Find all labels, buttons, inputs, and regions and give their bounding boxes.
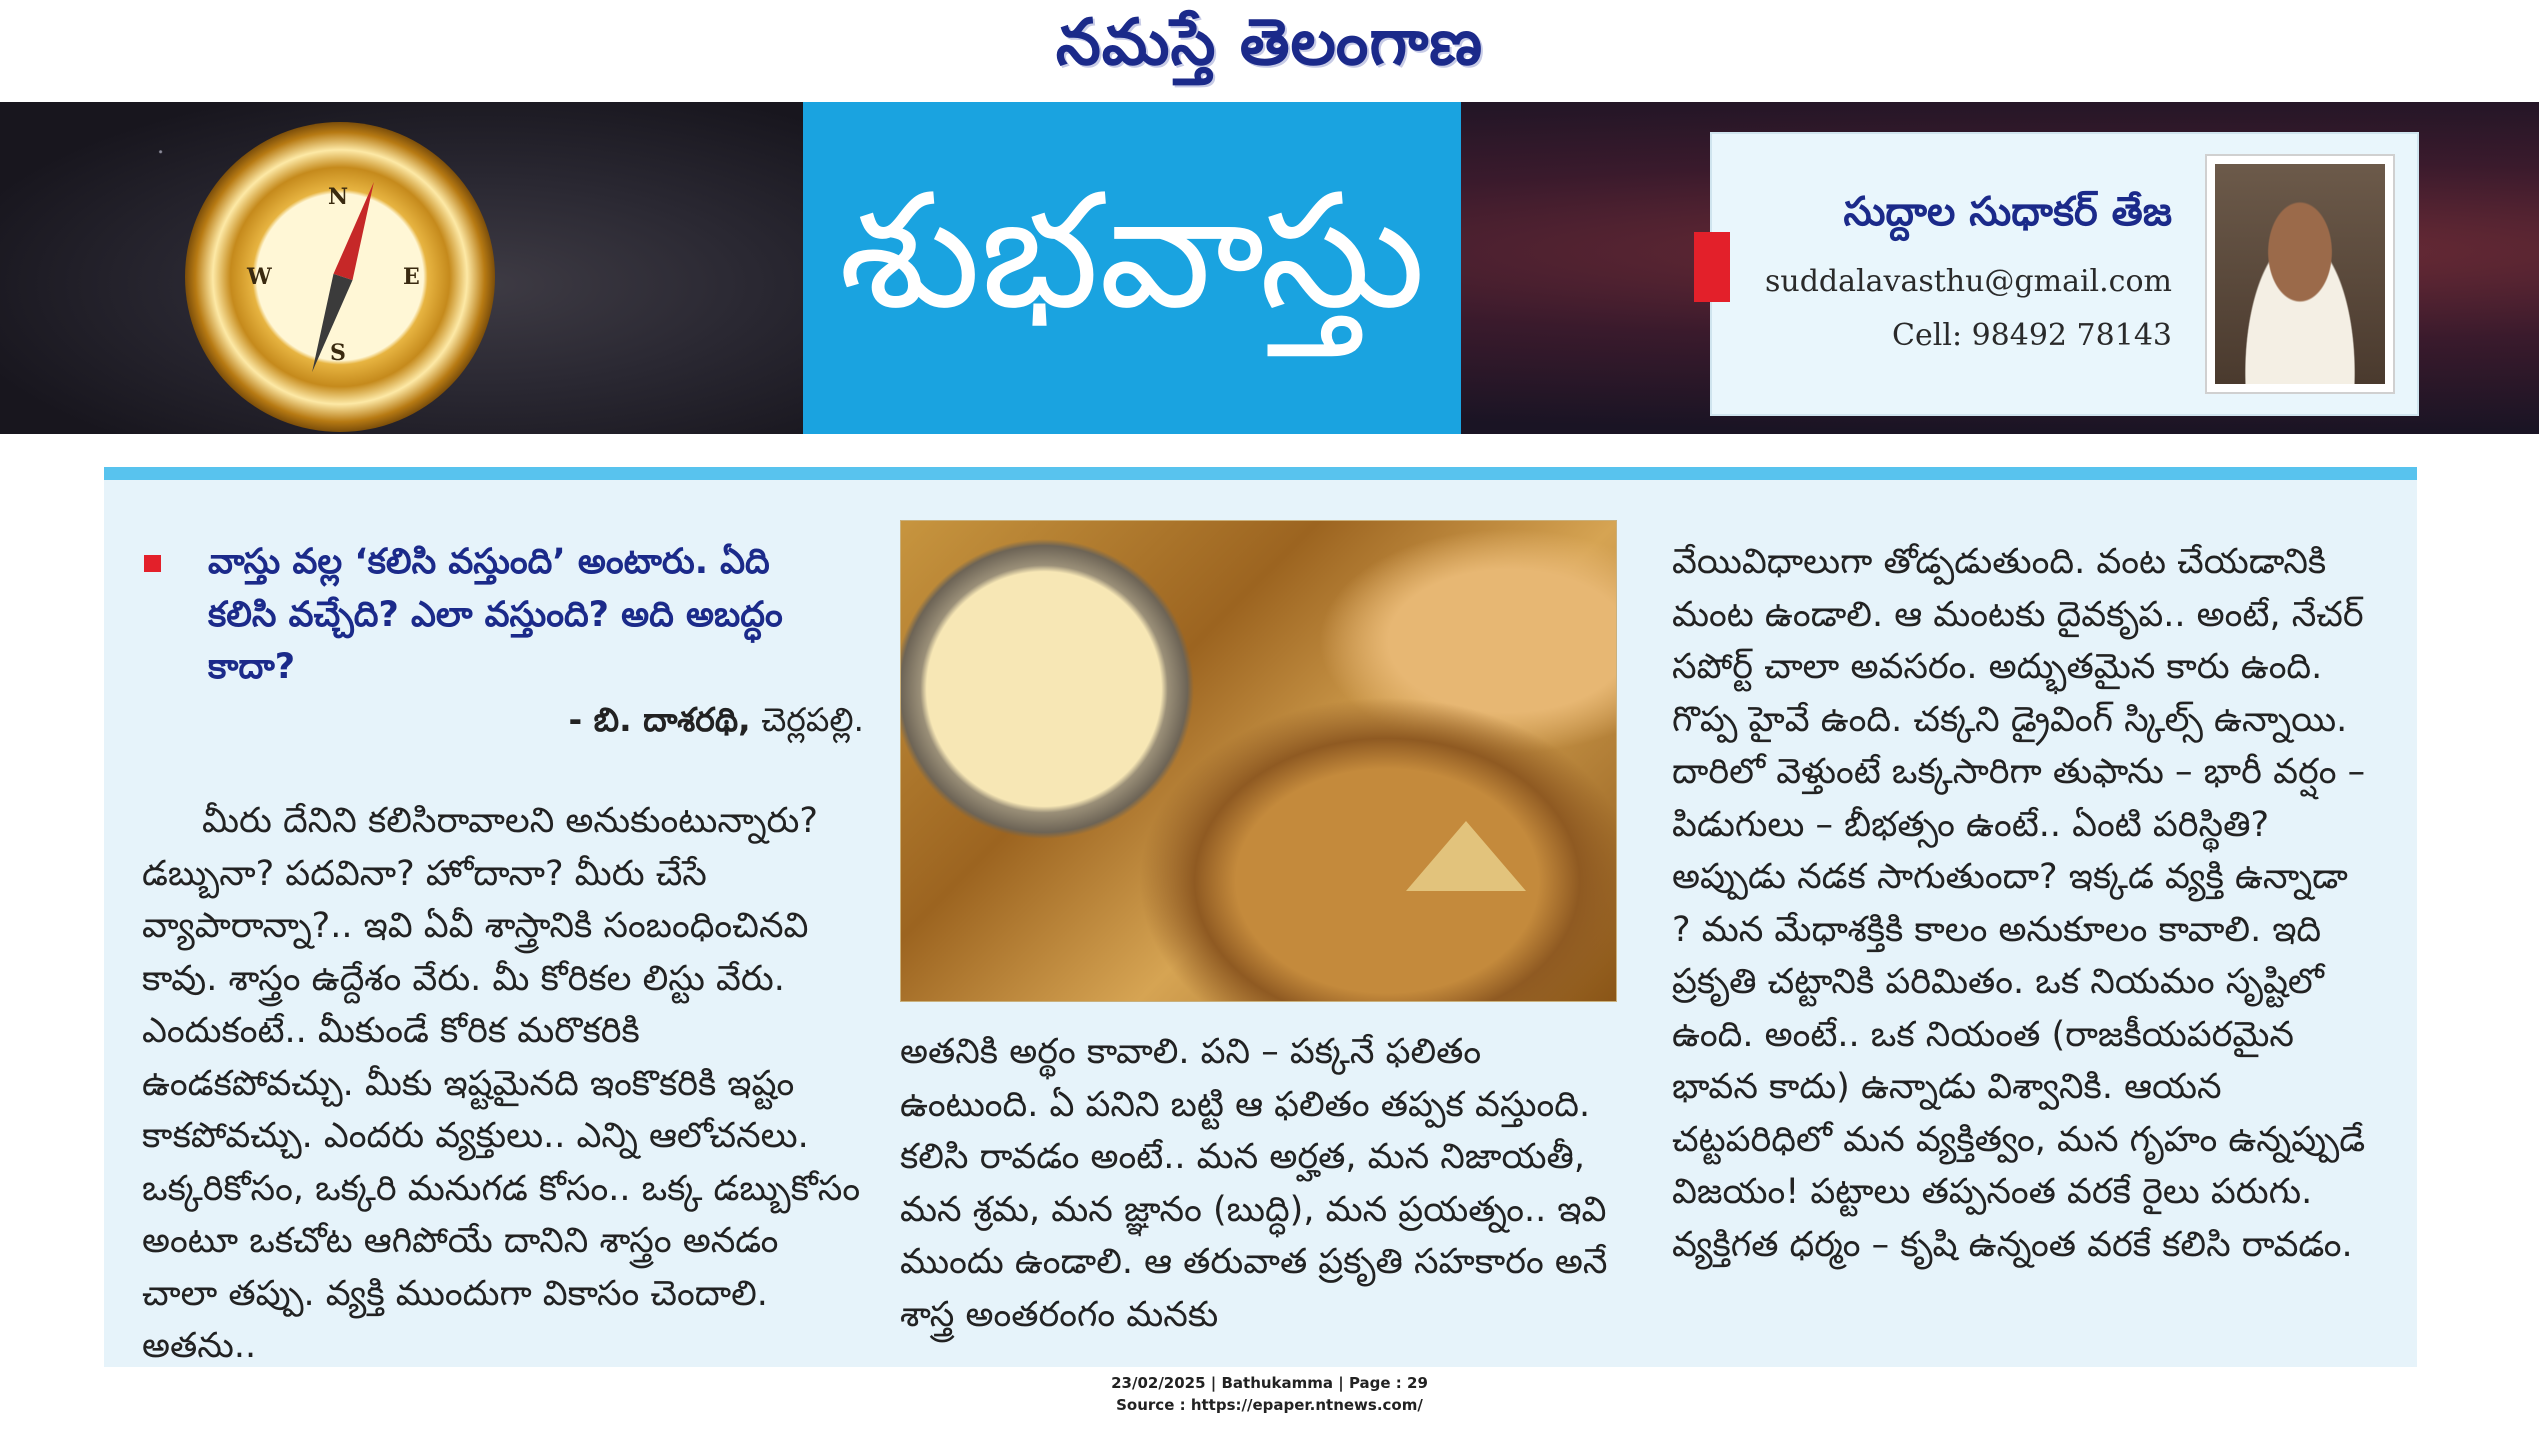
answer-column-2: అతనికి అర్థం కావాలి. పని – పక్కనే ఫలితం ఉంటుంది. ఏ పనిని బట్టి ఆ ఫలితం తప్పక వస్తుంది. కలిసి రావడం అంటే.. మన అర్హత, మన నిజాయతీ, మన శ్రమ, మన జ్ఞానం (బుద్ధి), మన ప్రయత్నం.. ఇవి ముందు ఉండాలి. ఆ తరువాత ప్రకృతి సహకారం అనే శాస్త్ర అంతరంగం మనకు	[900, 1032, 1608, 1335]
reader-question: వాస్తు వల్ల ‘కలిసి వస్తుంది’ అంటారు. ఏది కలిసి వచ్చేది? ఎలా వస్తుంది? అది అబద్ధం కాదా?	[208, 542, 783, 687]
compass-label-e: E	[403, 264, 420, 290]
vastu-yantra-pyramid	[1406, 821, 1526, 891]
author-name: సుద్దాల సుధాకర్ తేజ	[1843, 189, 2172, 235]
article-illustration	[900, 520, 1617, 1002]
author-photo	[2205, 154, 2395, 394]
byline-name: - బి. దాశరథి,	[568, 700, 751, 739]
column-title: శుభవాస్తు	[838, 160, 1426, 344]
newspaper-logo: నమస్తే తెలంగాణ	[1055, 6, 1484, 80]
column-banner	[0, 102, 2539, 434]
answer-column-1: మీరు దేనిని కలిసిరావాలని అనుకుంటున్నారు? డబ్బునా? పదవినా? హోదానా? మీరు చేసే వ్యాపారాన్నా?.. ఇవి ఏవీ శాస్త్రానికి సంబంధించినవి కావు. శాస్త్రం ఉద్దేశం వేరు. మీ కోరికల లిస్టు వేరు. ఎందుకంటే.. మీకుండే కోరిక మరొకరికి ఉండకపోవచ్చు. మీకు ఇష్టమైనది ఇంకొకరికి ఇష్టం కాకపోవచ్చు. ఎందరు వ్యక్తులు.. ఎన్ని ఆలోచనలు. ఒక్కరికోసం, ఒక్కరి మనుగడ కోసం.. ఒక్క డబ్బుకోసం అంటూ ఒకచోట ఆగిపోయే దానిని శాస్త్రం అనడం చాలా తప్పు. వ్యక్తి ముందుగా వికాసం చెందాలి. అతను..	[142, 801, 861, 1366]
author-email: suddalavasthu@gmail.com	[1765, 264, 2172, 299]
compass-label-n: N	[328, 184, 349, 210]
banner-artwork	[0, 102, 803, 434]
compass-label-w: W	[247, 264, 272, 290]
footer-source: Source : https://epaper.ntnews.com/	[1116, 1396, 1423, 1414]
answer-column-3: వేయివిధాలుగా తోడ్పడుతుంది. వంట చేయడానికి మంట ఉండాలి. ఆ మంటకు దైవకృప.. అంటే, నేచర్ సపోర్ట్ చాలా అవసరం. అద్భుతమైన కారు ఉంది. గొప్ప హైవే ఉంది. చక్కని డ్రైవింగ్ స్కిల్స్ ఉన్నాయి. దారిలో వెళ్తుంటే ఒక్కసారిగా తుఫాను – భారీ వర్షం – పిడుగులు – బీభత్సం ఉంటే.. ఏంటి పరిస్థితి? అప్పుడు నడక సాగుతుందా? ఇక్కడ వ్యక్తి ఉన్నాడా ? మన మేధాశక్తికి కాలం అనుకూలం కావాలి. ఇది ప్రకృతి చట్టానికి పరిమితం. ఒక నియమం సృష్టిలో ఉంది. అంటే.. ఒక నియంత (రాజకీయపరమైన భావన కాదు) ఉన్నాడు విశ్వానికి. ఆయన చట్టపరిధిలో మన వ్యక్తిత్వం, మన గృహం ఉన్నప్పుడే విజయం! పట్టాలు తప్పనంత వరకే రైలు పరుగు. వ్యక్తిగత ధర్మం – కృషి ఉన్నంత వరకే కలిసి రావడం.	[1672, 542, 2366, 1265]
question-bullet-icon	[144, 555, 161, 572]
masthead	[0, 0, 2539, 100]
compass-label-s: S	[330, 340, 346, 366]
footer-date-page: 23/02/2025 | Bathukamma | Page : 29	[1111, 1374, 1428, 1392]
page-footer	[0, 1372, 2539, 1416]
byline-place: చెర్లపల్లి.	[761, 700, 864, 739]
compass-icon	[185, 122, 495, 432]
article-panel	[104, 467, 2417, 1367]
column-title-box	[803, 102, 1461, 434]
accent-bar	[1694, 232, 1730, 302]
author-portrait-image	[2215, 164, 2385, 384]
question-byline	[534, 700, 864, 747]
author-card	[1710, 132, 2419, 416]
author-phone: Cell: 98492 78143	[1892, 318, 2172, 353]
